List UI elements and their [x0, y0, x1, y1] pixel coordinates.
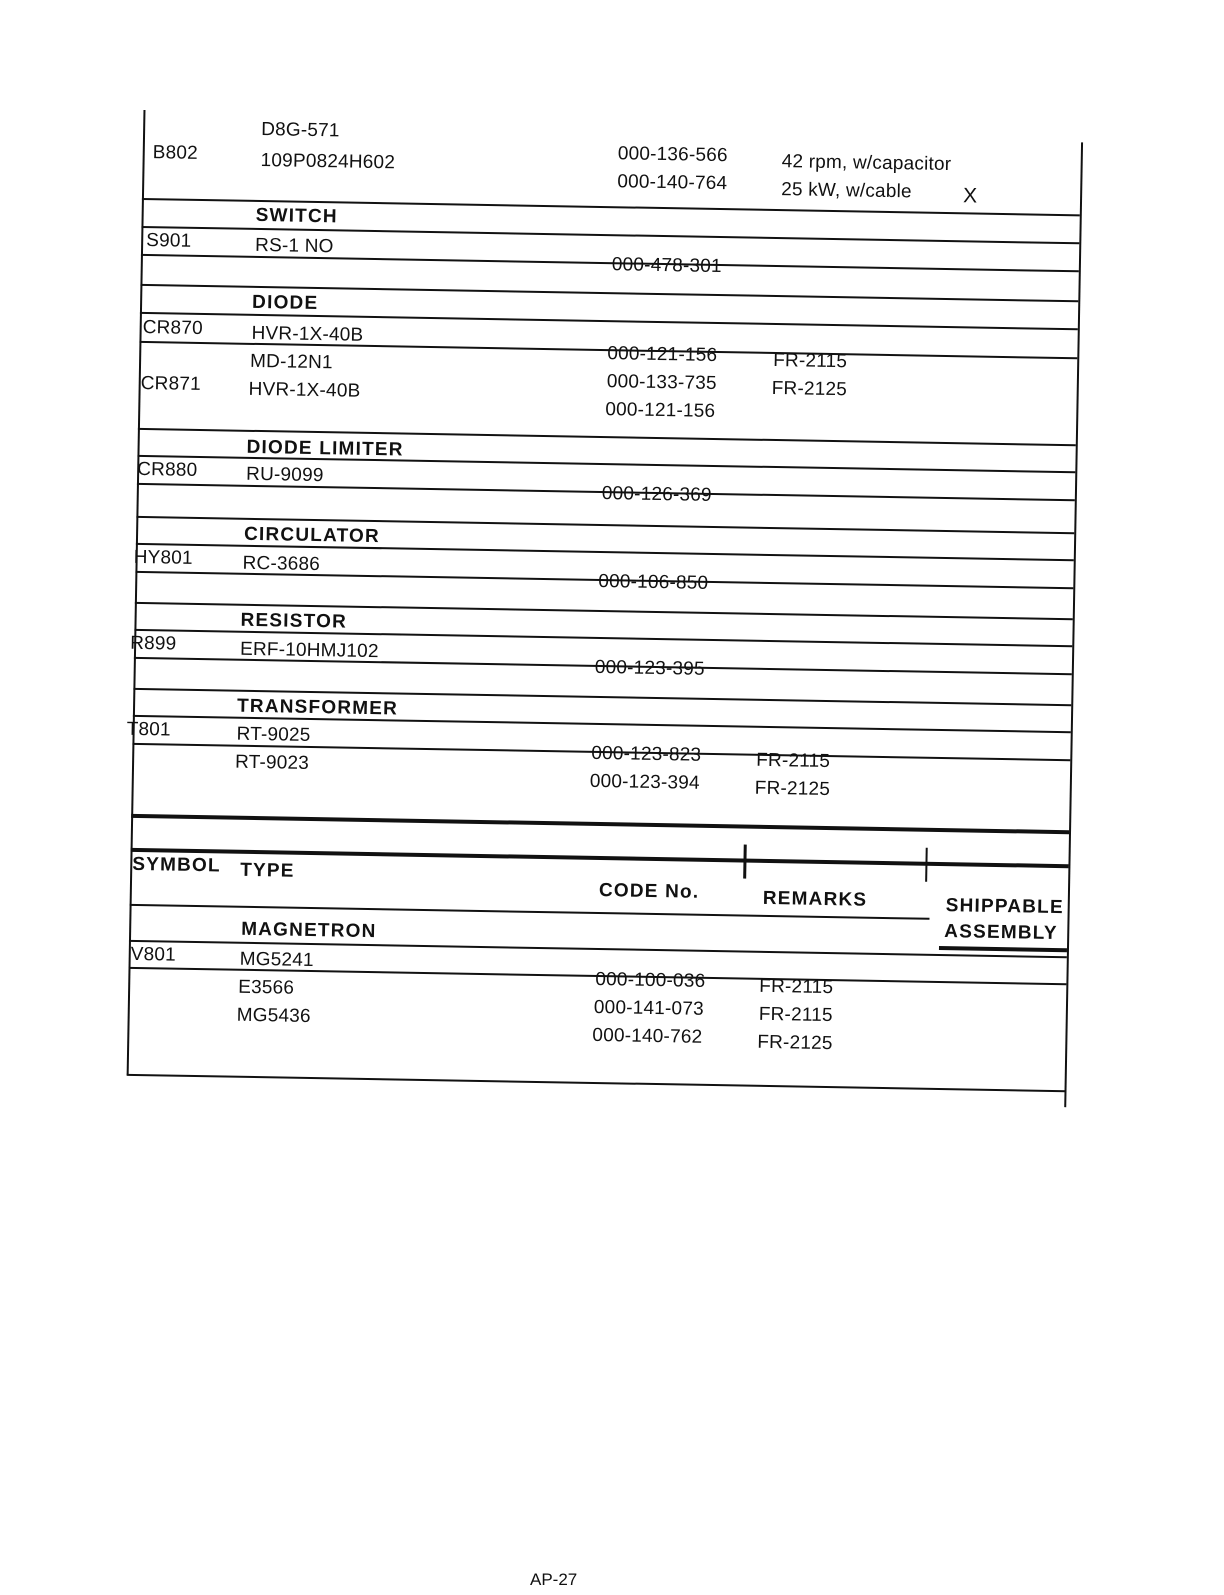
type-cr880: RU-9099	[245, 463, 324, 487]
heading-diode-limiter: DIODE LIMITER	[246, 436, 404, 461]
type-hy801: RC-3686	[242, 552, 321, 576]
heading-circulator: CIRCULATOR	[243, 523, 381, 548]
code-b802-2: 000-140-764	[617, 171, 728, 195]
code-cr880: 000-126-369	[601, 483, 712, 506]
table-right-border	[1064, 142, 1083, 1107]
symbol-b802: B802	[152, 142, 199, 164]
type-v801-3: MG5436	[236, 1004, 311, 1028]
symbol-v801: V801	[130, 943, 177, 966]
type-t801-2: RT-9023	[234, 751, 310, 774]
code-t801-1: 000-123-823	[591, 742, 702, 766]
type-cr870-1: HVR-1X-40B	[251, 322, 364, 346]
remark-b802-2: 25 kW, w/cable	[781, 179, 912, 203]
column-header-remarks: REMARKS	[762, 887, 868, 911]
code-hy801: 000-106-850	[598, 570, 709, 594]
type-s901: RS-1 NO	[254, 234, 334, 258]
symbol-cr870: CR870	[142, 316, 204, 340]
remark-v801-3: FR-2125	[757, 1031, 833, 1055]
heading-transformer: TRANSFORMER	[236, 695, 399, 720]
code-b802-1: 000-136-566	[617, 143, 728, 167]
code-cr870-2: 000-133-735	[606, 371, 717, 395]
symbol-t801: T801	[126, 718, 171, 741]
heading-diode: DIODE	[251, 291, 319, 315]
remark-cr870-1: FR-2115	[773, 349, 848, 373]
code-cr871: 000-121-156	[605, 399, 716, 422]
header-band-top	[131, 814, 1069, 834]
shippable-underline	[939, 946, 1067, 952]
column-header-code: CODE No.	[598, 880, 700, 903]
code-v801-1: 000-100-036	[595, 968, 706, 992]
column-header-type: TYPE	[240, 859, 295, 882]
code-t801-2: 000-123-394	[589, 770, 700, 794]
heading-resistor: RESISTOR	[240, 609, 348, 633]
column-header-shippable-2: ASSEMBLY	[944, 921, 1058, 945]
symbol-r899: R899	[129, 632, 177, 655]
code-r899: 000-123-395	[594, 656, 705, 680]
symbol-s901: S901	[146, 230, 192, 252]
code-v801-3: 000-140-762	[592, 1024, 703, 1048]
remark-v801-1: FR-2115	[759, 975, 834, 999]
heading-switch: SWITCH	[255, 204, 338, 228]
symbol-cr871: CR871	[140, 372, 202, 395]
symbol-cr880: CR880	[137, 458, 198, 481]
remark-v801-2: FR-2115	[758, 1003, 833, 1027]
remark-b802-1: 42 rpm, w/capacitor	[781, 151, 952, 176]
type-t801-1: RT-9025	[236, 723, 311, 746]
remark-t801-1: FR-2115	[756, 749, 831, 773]
shippable-mark-b802: X	[962, 184, 978, 208]
heading-magnetron: MAGNETRON	[241, 918, 377, 943]
type-r899: ERF-10HMJ102	[239, 638, 379, 663]
divider-switch-row	[141, 254, 1079, 272]
page-number: AP-27	[530, 1570, 578, 1589]
column-header-symbol: SYMBOL	[132, 853, 221, 877]
remark-cr870-2: FR-2125	[771, 377, 848, 401]
symbol-hy801: HY801	[133, 546, 193, 569]
type-v801-1: MG5241	[239, 948, 314, 972]
code-cr870-1: 000-121-156	[607, 343, 718, 367]
remark-t801-2: FR-2125	[754, 777, 831, 801]
code-v801-2: 000-141-073	[593, 996, 705, 1020]
table-bottom-border	[127, 1074, 1067, 1092]
type-b802-2: 109P0824H602	[260, 150, 396, 174]
type-b802-1: D8G-571	[260, 119, 340, 142]
code-s901: 000-478-301	[611, 254, 722, 278]
column-header-shippable-1: SHIPPABLE	[945, 895, 1065, 919]
type-cr870-2: MD-12N1	[249, 350, 333, 374]
type-v801-2: E3566	[238, 976, 295, 999]
type-cr871: HVR-1X-40B	[248, 378, 361, 402]
